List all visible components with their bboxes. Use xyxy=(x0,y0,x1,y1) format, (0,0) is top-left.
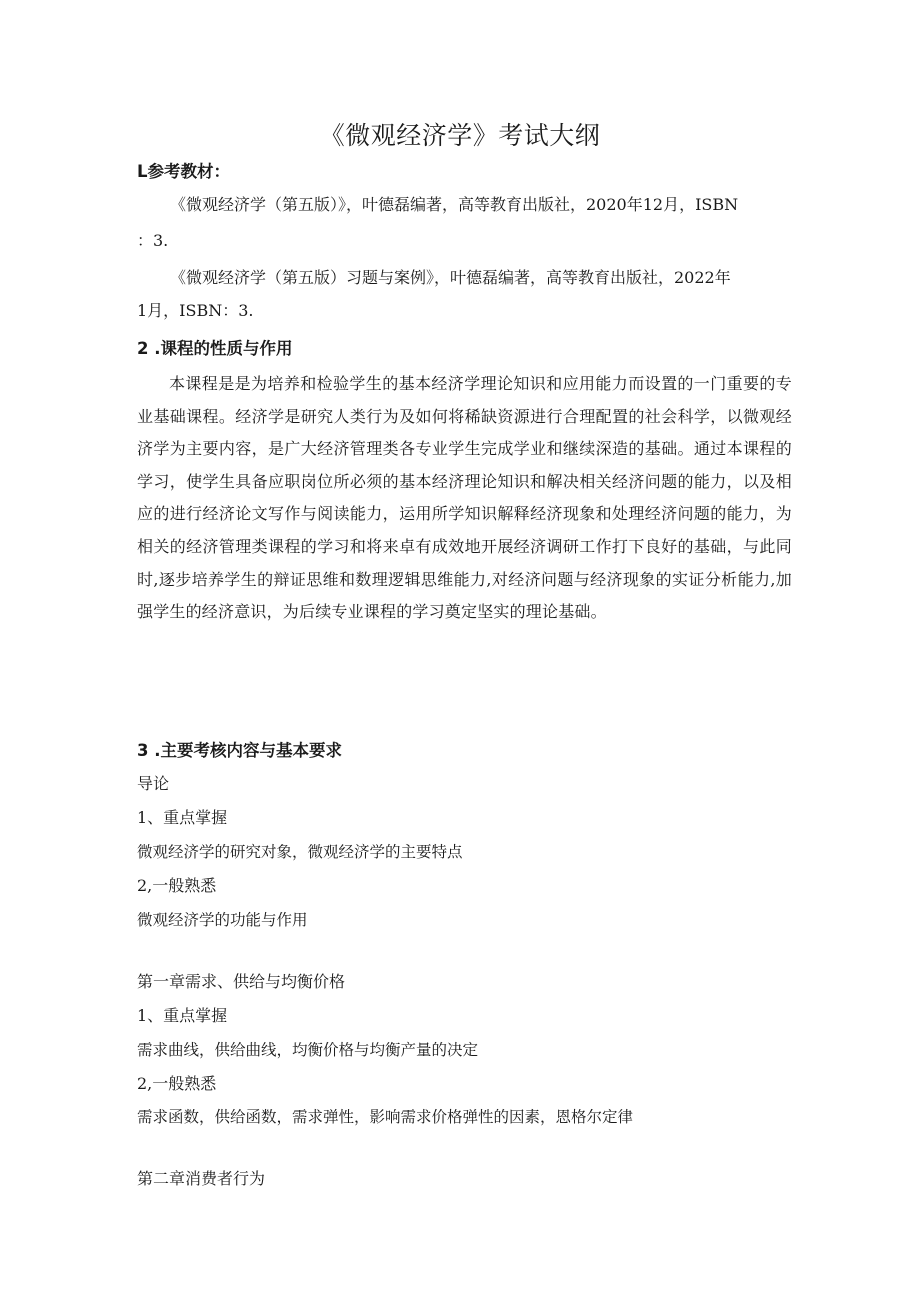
chapter-1-general-content: 需求函数，供给函数，需求弹性，影响需求价格弹性的因素，恩格尔定律 xyxy=(137,1108,634,1126)
reference-1-line-2: ：3. xyxy=(137,231,169,250)
intro-key-label: 1、重点掌握 xyxy=(137,808,228,827)
section-heading-references: L参考教材： xyxy=(137,162,231,181)
chapter-1-title: 第一章需求、供给与均衡价格 xyxy=(137,972,346,991)
reference-1-line-1: 《微观经济学（第五版）》，叶德磊编著，高等教育出版社，2020年12月，ISBN xyxy=(170,195,739,214)
intro-general-label: 2,一般熟悉 xyxy=(137,876,217,895)
chapter-2-title: 第二章消费者行为 xyxy=(137,1169,266,1188)
document-title: 《微观经济学》考试大纲 xyxy=(319,121,601,150)
intro-key-content: 微观经济学的研究对象，微观经济学的主要特点 xyxy=(137,843,463,861)
chapter-1-key-label: 1、重点掌握 xyxy=(137,1006,228,1025)
intro-general-content: 微观经济学的功能与作用 xyxy=(137,911,308,929)
chapter-1-key-content: 需求曲线，供给曲线，均衡价格与均衡产量的决定 xyxy=(137,1041,479,1059)
section-heading-course-nature: 2 .课程的性质与作用 xyxy=(137,339,293,358)
section-heading-exam-content: 3 .主要考核内容与基本要求 xyxy=(137,741,342,760)
reference-2-line-2: 1月，ISBN：3. xyxy=(137,301,254,320)
intro-title: 导论 xyxy=(137,774,170,793)
reference-2-line-1: 《微观经济学（第五版）习题与案例》，叶德磊编著，高等教育出版社，2022年 xyxy=(170,268,731,287)
course-nature-paragraph: 本课程是是为培养和检验学生的基本经济学理论知识和应用能力而设置的一门重要的专业基础课程。经济学是研究人类行为及如何将稀缺资源进行合理配置的社会科学，以微观经济学为主要内容，是广大经济管理类各专业学生完成学业和继续深造的基础。通过本课程的学习，使学生具备应职岗位所必须的基本经济理论知识和解决相关经济问题的能力，以及相应的进行经济论文写作与阅读能力，运用所学知识解释经济现象和处理经济问题的能力，为相关的经济管理类课程的学习和将来卓有成效地开展经济调研工作打下良好的基础，与此同时,逐步培养学生的辩证思维和数理逻辑思维能力,对经济问题与经济现象的实证分析能力,加强学生的经济意识，为后续专业课程的学习奠定坚实的理论基础。 xyxy=(137,374,792,622)
chapter-1-general-label: 2,一般熟悉 xyxy=(137,1074,217,1093)
